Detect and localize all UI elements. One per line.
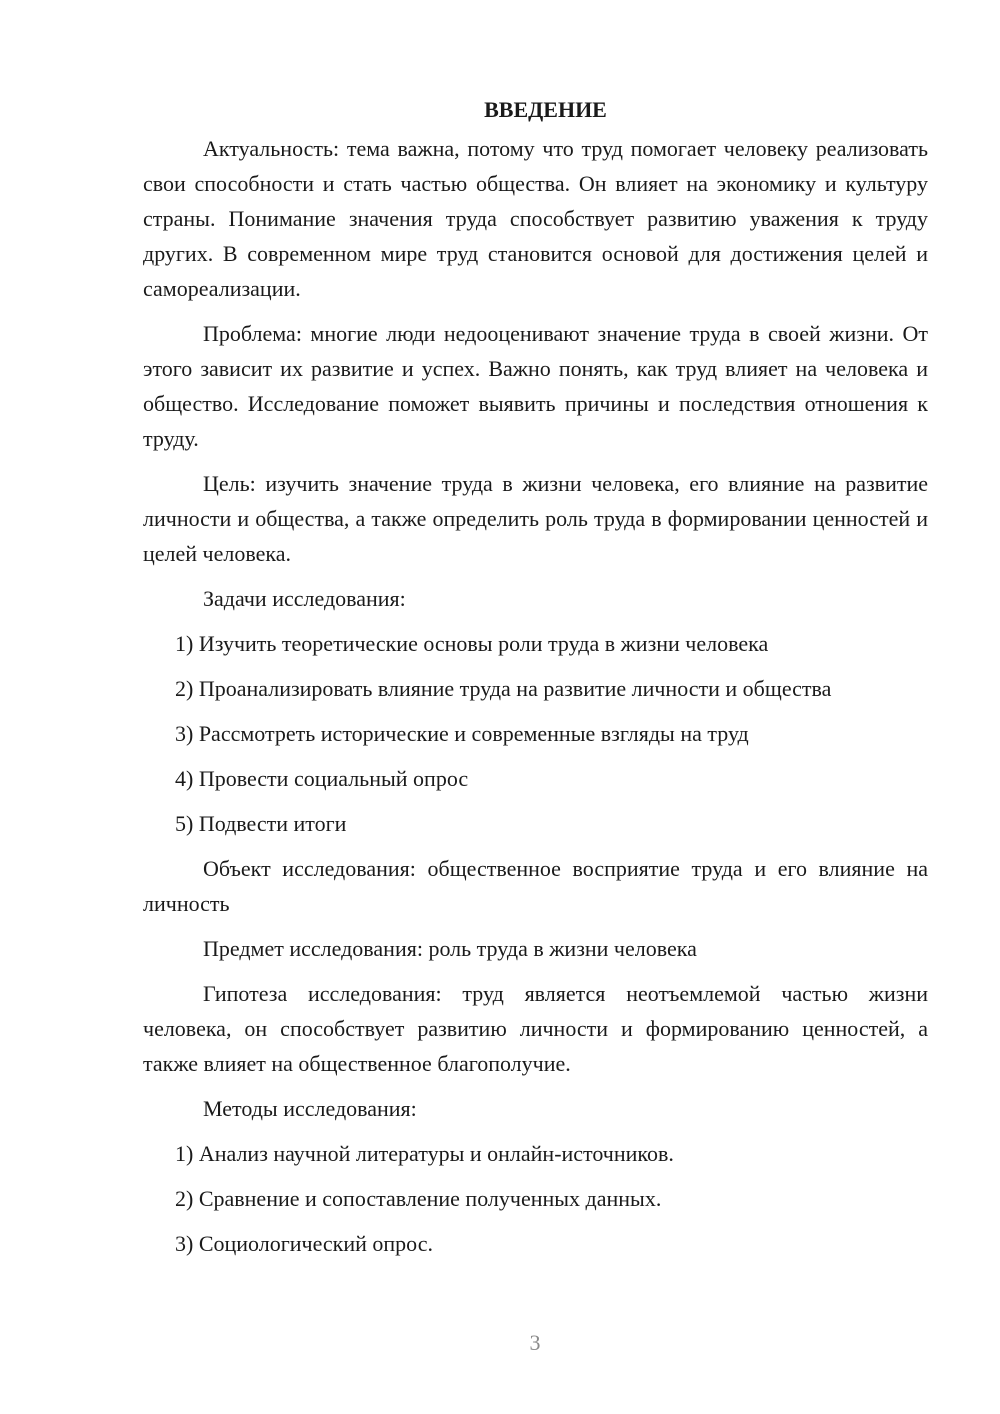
list-item: 1) Изучить теоретические основы роли труда в жизни человека [175,631,769,656]
hypothesis-paragraph: Гипотеза исследования: труд является неотъемлемой частью жизни человека, он способствует развитию личности и формированию ценностей, а также влияет на общественное благополучие. [143,981,928,1076]
document-page [143,92,928,1271]
section-title: ВВЕДЕНИЕ [484,97,607,122]
object-paragraph: Объект исследования: общественное восприятие труда и его влияние на личность [143,856,928,916]
list-item: 1) Анализ научной литературы и онлайн-источников. [175,1141,674,1166]
list-item: 5) Подвести итоги [175,811,347,836]
relevance-paragraph: Актуальность: тема важна, потому что труд помогает человеку реализовать свои способности и стать частью общества. Он влияет на экономику и культуру страны. Понимание значения труда способствует развитию уважения к труду других. В современном мире труд становится основой для достижения целей и самореализации. [143,136,928,301]
methods-list [143,1136,928,1261]
list-item: 3) Рассмотреть исторические и современные взгляды на труд [175,721,749,746]
list-item: 2) Сравнение и сопоставление полученных данных. [175,1186,662,1211]
tasks-list [143,626,928,841]
list-item: 3) Социологический опрос. [175,1231,433,1256]
goal-paragraph: Цель: изучить значение труда в жизни человека, его влияние на развитие личности и общества, а также определить роль труда в формировании ценностей и целей человека. [143,471,928,566]
methods-heading: Методы исследования: [203,1096,417,1121]
subject-paragraph: Предмет исследования: роль труда в жизни человека [203,936,697,961]
list-item: 4) Провести социальный опрос [175,766,469,791]
page-number: 3 [529,1330,541,1355]
problem-paragraph: Проблема: многие люди недооценивают значение труда в своей жизни. От этого зависит их развитие и успех. Важно понять, как труд влияет на человека и общество. Исследование поможет выявить причины и последствия отношения к труду. [143,321,928,451]
list-item: 2) Проанализировать влияние труда на развитие личности и общества [175,676,832,701]
tasks-heading: Задачи исследования: [203,586,406,611]
